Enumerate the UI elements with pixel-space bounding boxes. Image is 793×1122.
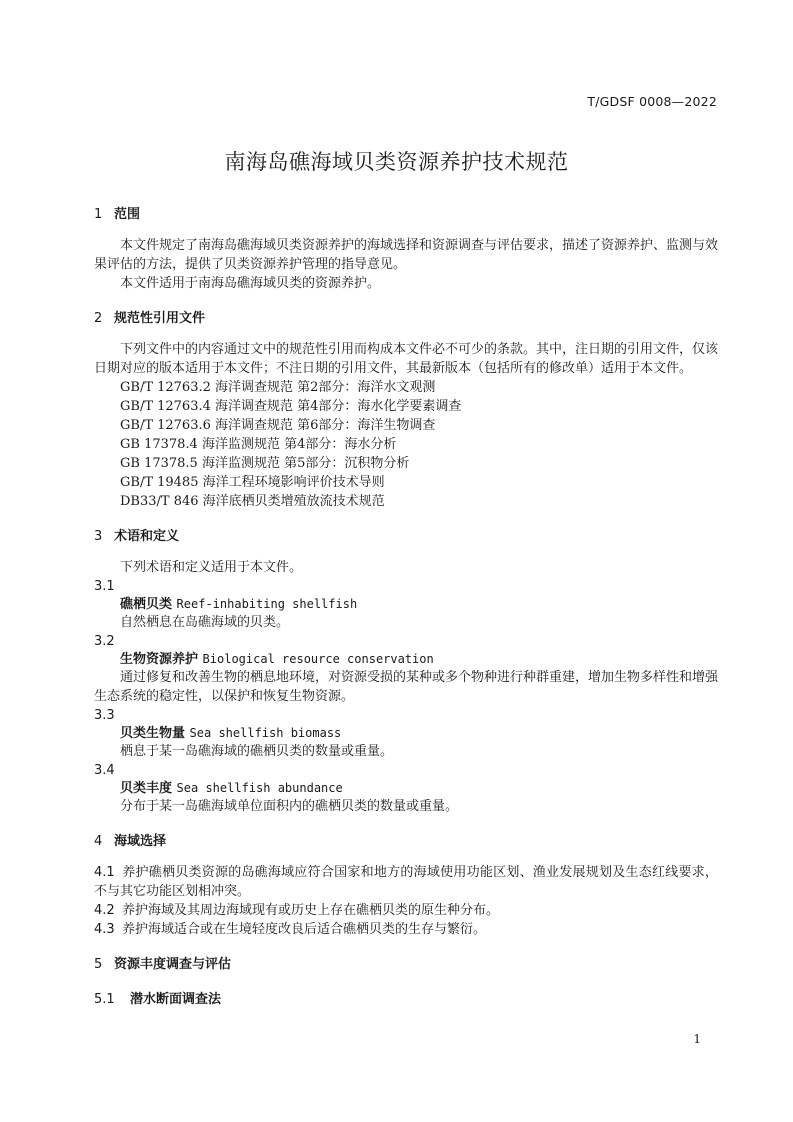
section-heading-resource-survey bbox=[94, 955, 718, 974]
clause-text: 养护礁栖贝类资源的岛礁海域应符合国家和地方的海域使用功能区划、渔业发展规划及生态红线要求，不与其它功能区划相冲突。 bbox=[94, 865, 718, 899]
term-name bbox=[94, 595, 718, 613]
clause-text: 养护海域适合或在生境轻度改良后适合礁栖贝类的生存与繁衍。 bbox=[122, 922, 487, 937]
term-number: 3.1 bbox=[94, 579, 115, 594]
clause-number: 4.1 bbox=[94, 865, 115, 880]
standard-code: T/GDSF 0008—2022 bbox=[587, 94, 717, 109]
paragraph: 下列术语和定义适用于本文件。 bbox=[120, 560, 303, 575]
section-heading-sea-area-selection bbox=[94, 832, 718, 851]
term-name-zh: 贝类丰度 bbox=[120, 781, 173, 796]
term-definition: 自然栖息在岛礁海域的贝类。 bbox=[120, 615, 290, 630]
clause-number: 4.2 bbox=[94, 903, 115, 918]
section-title: 规范性引用文件 bbox=[114, 311, 206, 326]
reference-item: GB/T 12763.6 海洋调查规范 第6部分：海洋生物调查 bbox=[120, 418, 436, 433]
term-definition: 通过修复和改善生物的栖息地环境，对资源受损的某种或多个物种进行种群重建，增加生物多样性和增强生态系统的稳定性，以保护和恢复生物资源。 bbox=[94, 670, 719, 704]
term-name-en: Sea shellfish abundance bbox=[176, 781, 343, 795]
term-number: 3.2 bbox=[94, 634, 115, 649]
subsection-title: 潜水断面调查法 bbox=[130, 992, 222, 1007]
section-number: 4 bbox=[94, 834, 103, 849]
section-heading-scope bbox=[94, 205, 718, 224]
term-name-zh: 生物资源养护 bbox=[120, 652, 199, 667]
paragraph: 下列文件中的内容通过文中的规范性引用而构成本文件必不可少的条款。其中，注日期的引用文件，仅该日期对应的版本适用于本文件；不注日期的引用文件，其最新版本（包括所有的修改单）适用于本文件。 bbox=[94, 342, 719, 376]
term-name bbox=[94, 650, 718, 668]
reference-item: DB33/T 846 海洋底栖贝类增殖放流技术规范 bbox=[120, 494, 385, 509]
reference-item: GB/T 12763.4 海洋调查规范 第4部分：海水化学要素调查 bbox=[120, 399, 462, 414]
document-body bbox=[94, 205, 718, 1009]
section-title: 术语和定义 bbox=[114, 529, 180, 544]
term-definition: 分布于某一岛礁海域单位面积内的礁栖贝类的数量或重量。 bbox=[120, 799, 459, 814]
reference-item: GB 17378.4 海洋监测规范 第4部分：海水分析 bbox=[120, 437, 397, 452]
section-number: 3 bbox=[94, 529, 103, 544]
section-title: 海域选择 bbox=[114, 834, 167, 849]
term-name-zh: 贝类生物量 bbox=[120, 726, 186, 741]
reference-item: GB 17378.5 海洋监测规范 第5部分：沉积物分析 bbox=[120, 456, 410, 471]
term-name-en: Sea shellfish biomass bbox=[189, 726, 342, 740]
subsection-heading-diving-transect bbox=[94, 990, 718, 1009]
term-name-en: Biological resource conservation bbox=[202, 652, 434, 666]
reference-item: GB/T 12763.2 海洋调查规范 第2部分：海洋水文观测 bbox=[120, 380, 436, 395]
paragraph: 本文件规定了南海岛礁海域贝类资源养护的海域选择和资源调查与评估要求，描述了资源养护、监测与效果评估的方法，提供了贝类资源养护管理的指导意见。 bbox=[94, 238, 719, 272]
clause-text: 养护海域及其周边海域现有或历史上存在礁栖贝类的原生种分布。 bbox=[122, 903, 500, 918]
document-title: 南海岛礁海域贝类资源养护技术规范 bbox=[224, 150, 569, 174]
section-number: 2 bbox=[94, 311, 103, 326]
section-title: 资源丰度调查与评估 bbox=[114, 957, 232, 972]
term-definition: 栖息于某一岛礁海域的礁栖贝类的数量或重量。 bbox=[120, 744, 394, 759]
section-number: 1 bbox=[94, 207, 103, 222]
clause bbox=[94, 901, 718, 920]
term-number: 3.4 bbox=[94, 763, 115, 778]
section-number: 5 bbox=[94, 957, 103, 972]
clause bbox=[94, 920, 718, 939]
term-name bbox=[94, 724, 718, 742]
section-title: 范围 bbox=[114, 207, 141, 222]
clause bbox=[94, 863, 718, 901]
section-heading-normative-references bbox=[94, 309, 718, 328]
paragraph: 本文件适用于南海岛礁海域贝类的资源养护。 bbox=[120, 276, 381, 291]
term-name bbox=[94, 779, 718, 797]
section-heading-terms bbox=[94, 527, 718, 546]
term-name-en: Reef-inhabiting shellfish bbox=[176, 597, 358, 611]
term-number: 3.3 bbox=[94, 708, 115, 723]
page-number: 1 bbox=[693, 1032, 701, 1046]
term-name-zh: 礁栖贝类 bbox=[120, 597, 173, 612]
clause-number: 4.3 bbox=[94, 922, 115, 937]
reference-item: GB/T 19485 海洋工程环境影响评价技术导则 bbox=[120, 475, 385, 490]
subsection-number: 5.1 bbox=[94, 992, 115, 1007]
